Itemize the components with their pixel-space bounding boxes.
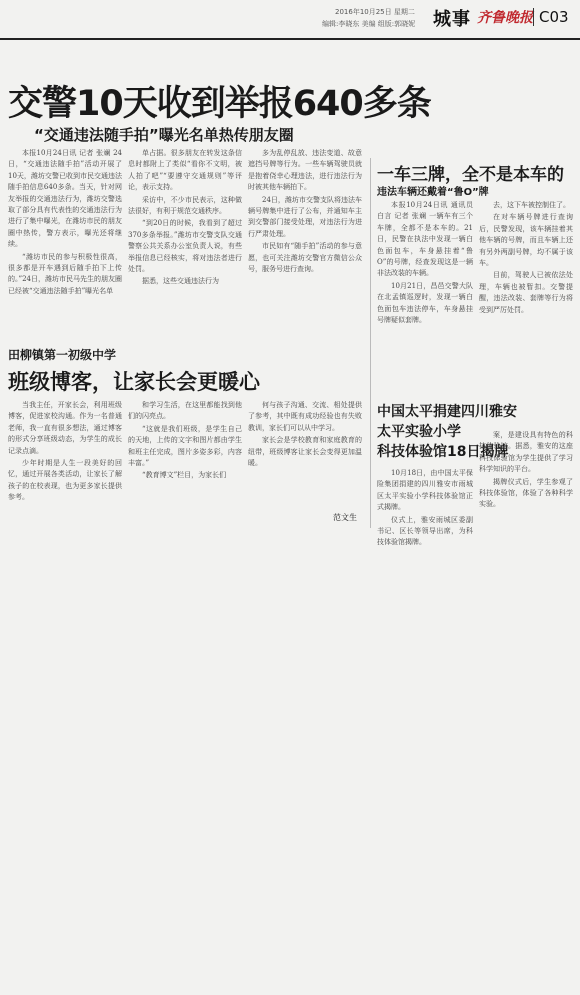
article-paragraph: 10月18日，由中国太平保险集团捐建的四川雅安市雨城区太平实验小学科技体验馆正式揭牌。: [377, 469, 473, 512]
header-rule: [0, 38, 580, 40]
article-paragraph: 采访中，不少市民表示，这种做法很好，有利于规范交通秩序。: [128, 195, 242, 216]
right-article1-column-2: [479, 200, 573, 395]
headline-line: 太平实验小学: [377, 424, 461, 440]
article-paragraph: “到20日的时候，我看到了超过370多条举报。”潍坊市交警支队交通警察公共关系办公室负责人说，有些举报信息已经核实，将对违法者进行处罚。: [128, 219, 242, 274]
article-paragraph: 据悉，这些交通违法行为: [142, 277, 219, 286]
column-divider: [370, 158, 371, 528]
article-paragraph: 市民如有“随手拍”活动的参与意愿，也可关注潍坊交警官方微信公众号，服务号进行查询。: [248, 242, 362, 274]
article2-kicker: 田柳镇第一初级中学: [8, 348, 117, 362]
headline-line: 中国太平捐建四川雅安: [377, 404, 517, 420]
page-number: C03: [539, 8, 569, 26]
article2-headline: 班级博客，让家长会更暖心: [8, 370, 260, 394]
header-separator: [533, 8, 534, 26]
article-paragraph: 去，这下车被控制住了。: [493, 201, 570, 209]
article1-column-3: [248, 148, 362, 328]
article-paragraph: 少年时期是人生一段美好的回忆，通过开展各类活动，让家长了解孩子的在校表现，也为更多家长提供参考。: [8, 459, 122, 502]
editor-credits: 编辑:李晓东 美编 组版:郭晓妮: [322, 20, 416, 28]
article-paragraph: “教育博文”栏目，为家长们: [142, 471, 227, 480]
article-paragraph: 目前，驾驶人已被依法处理，车辆也被暂扣。交警提醒，违法改装、套牌等行为将受到严厉处罚。: [479, 271, 573, 314]
article-paragraph: “这就是我们班级，是学生自己的天地，上传的文字和图片都由学生和班主任完成，图片多姿多彩，内容丰富。”: [128, 424, 242, 468]
article-paragraph: 本报10月24日讯 记者 张斓 24日，“交通违法随手拍”活动开展了10天，潍坊交警已收到市民交通违法随手拍信息640多条。当天，针对网友举报的交通违法行为，潍坊交警选取了部分具有代表性的交通违法行为进行了集中曝光，在潍坊市民的朋友圈中热传，警方表示，曝光还将继续。: [8, 149, 122, 249]
article-paragraph: 家长会是学校教育和家庭教育的纽带，班级博客让家长会变得更加温暖。: [248, 436, 362, 468]
article-paragraph: 案，是建设具有特色的科技体验馆。据悉，雅安的这座科技体验馆为学生提供了学习科学知识的平台。: [479, 431, 573, 474]
article1-column-1: [8, 148, 122, 328]
article-paragraph: 揭牌仪式后，学生参观了科技体验馆，体验了各种科学实验。: [479, 477, 573, 509]
newspaper-logo: 齐鲁晚报: [477, 10, 533, 26]
article2-column-2: [128, 400, 242, 530]
article-paragraph: 何与孩子沟通、交流、相处提供了参考，其中既有成功经验也有失败教训，家长们可以从中学习。: [248, 401, 362, 432]
section-name: 城事: [433, 9, 471, 30]
headline-line: 科技体验馆18日揭牌: [377, 444, 509, 460]
article-paragraph: 单占据。很多朋友在转发这条信息时都附上了类似“看你不文明，被人拍了吧”“要遵守交通规则”等评论，表示支持。: [128, 149, 242, 192]
article2-author: 范文生: [333, 513, 357, 522]
page-header: [0, 0, 580, 40]
article-paragraph: 仪式上，雅安雨城区委副书记、区长等领导出席，为科技体验馆揭牌。: [377, 515, 473, 547]
issue-date: 2016年10月25日 星期二: [335, 8, 415, 16]
main-subheadline: “交通违法随手拍”曝光名单热传朋友圈: [34, 126, 294, 144]
article-paragraph: 在对车辆号牌进行查询后，民警发现，该车辆挂着其他车辆的号牌，而且车辆上还有另外两副号牌，均不属于该车。: [479, 213, 573, 268]
right-article2-column-2: [479, 430, 573, 530]
article-paragraph: 当我主任，开家长会，利用班级博客，促进家校沟通。作为一名普通老师，我一直有很多想法，通过博客的形式分享班级动态，为学生的成长记录点滴。: [8, 401, 122, 455]
article-paragraph: 10月21日，昌邑交警大队在北孟镇巡逻时，发现一辆白色面包车违法停车，车身悬挂号牌疑似套牌。: [377, 281, 473, 325]
article-paragraph: 本报10月24日讯 通讯员 白言 记者 张斓 一辆车有三个车牌，全都不是本车的。21日，民警在执法中发现一辆白色面包车，车身悬挂着“鲁O”的号牌，经查发现这是一辆非法改装的车辆。: [377, 201, 473, 278]
right-article2-column-1: [377, 468, 473, 547]
article1-column-2: [128, 148, 242, 328]
right-article1-headline: 一车三牌，全不是本车的: [377, 165, 564, 185]
article2-column-3: [248, 400, 362, 510]
right-article1-subheadline: 违法车辆还戴着“鲁O”牌: [377, 187, 489, 198]
article-paragraph: 和学习生活，在这里都能找到他们的闪亮点。: [128, 401, 242, 421]
right-article1-column-1: [377, 200, 473, 395]
article-paragraph: “潍坊市民的参与积极性很高，很多都是开车遇到后随手拍下上传的。”24日，潍坊市民马先生的朋友圈已经被“交通违法随手拍”曝光名单: [8, 252, 122, 295]
main-headline: 交警10天收到举报640多条: [8, 84, 431, 124]
article-paragraph: 多为乱停乱放、违法变道、故意遮挡号牌等行为。一些车辆驾驶员就是抱着侥幸心理违法，进行违法行为时被其他车辆拍下。: [248, 149, 362, 192]
article2-column-1: [8, 400, 122, 530]
article-paragraph: 24日，潍坊市交警支队将违法车辆号牌集中进行了公布，并通知车主到交警部门接受处理，对违法行为进行严肃处理。: [248, 195, 362, 238]
